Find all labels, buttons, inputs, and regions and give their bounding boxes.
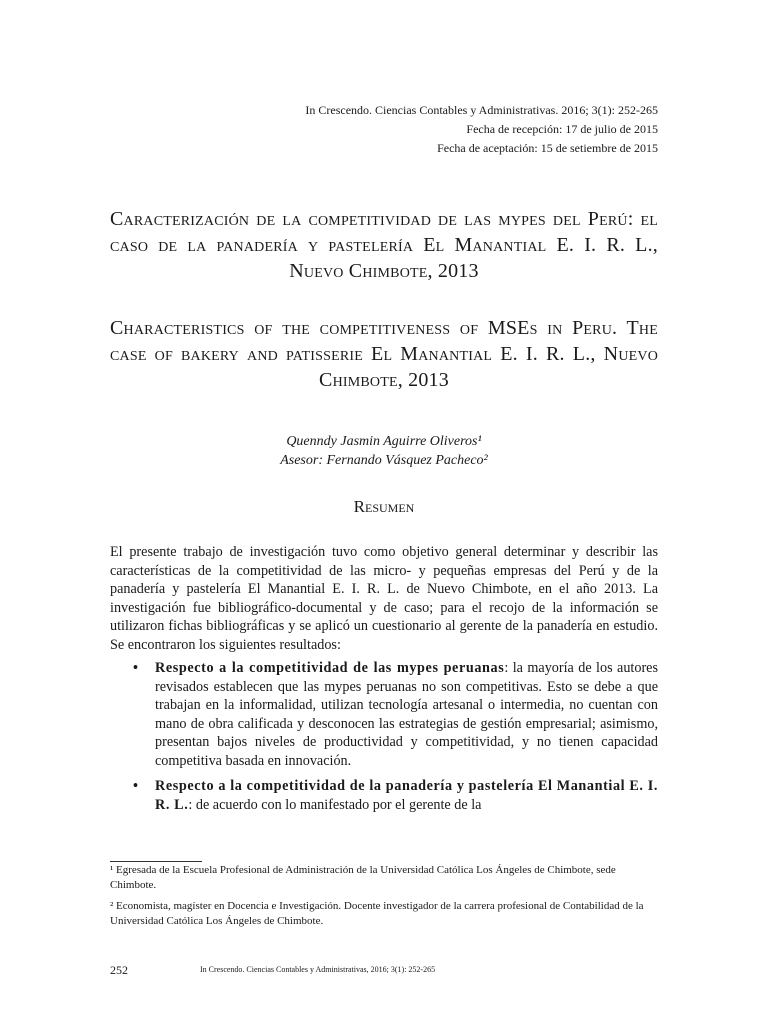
- list-item-text: : la mayoría de los autores revisados establecen que las mypes peruanas no son competitivas. Esto se debe a que trabajan en la informalidad, utilizan tecnología artesanal o intermedia, no cuentan con mano de obra calificada y desconocen las estrategias de gestión empresarial; asimismo, presentan bajos niveles de productividad y competitividad, y no tienen capacidad competitiva basada en innovación.: [155, 660, 658, 769]
- title-spanish: Caracterización de la competitividad de las mypes del Perú: el caso de la panadería y pastelería El Manantial E. I. R. L., Nuevo Chimbote, 2013: [110, 208, 658, 282]
- results-list: [110, 659, 658, 814]
- author-block: [110, 432, 658, 470]
- section-heading-resumen: Resumen: [353, 497, 415, 516]
- footnote-2: ² Economista, magíster en Docencia e Investigación. Docente investigador de la carrera profesional de Contabilidad de la Universidad Católica Los Ángeles de Chimbote.: [110, 900, 644, 927]
- list-item: [133, 777, 658, 814]
- bullet-icon: •: [133, 660, 138, 676]
- list-item: [133, 659, 658, 770]
- footnote-divider: [110, 861, 202, 862]
- abstract-body: [110, 543, 658, 821]
- footer-journal: In Crescendo. Ciencias Contables y Administrativas, 2016; 3(1): 252-265: [200, 965, 436, 974]
- author-name: Quenndy Jasmin Aguirre Oliveros¹: [286, 434, 482, 449]
- abstract-intro: El presente trabajo de investigación tuvo como objetivo general determinar y describir las características de la competitividad de las micro- y pequeñas empresas del Perú y de la panadería y pastelería El Manantial E. I. R. L. de Nuevo Chimbote, en el año 2013. La investigación fue bibliográfico-documental y de caso; para el recojo de la información se utilizaron fichas bibliográficas y se aplicó un cuestionario al gerente de la panadería en estudio. Se encontraron los siguientes resultados:: [110, 544, 658, 653]
- list-item-heading: Respecto a la competitividad de la panadería y pastelería El Manantial E. I. R. L.: [155, 778, 658, 813]
- journal-citation: In Crescendo. Ciencias Contables y Administrativas. 2016; 3(1): 252-265: [305, 103, 658, 117]
- accepted-date: Fecha de aceptación: 15 de setiembre de 2015: [437, 141, 658, 155]
- received-date: Fecha de recepción: 17 de julio de 2015: [466, 122, 658, 136]
- title-english: Characteristics of the competitiveness of MSEs in Peru. The case of bakery and patisserie El Manantial E. I. R. L., Nuevo Chimbote, 2013: [110, 317, 658, 391]
- footnotes: [110, 863, 658, 935]
- bullet-icon: •: [133, 778, 138, 794]
- article-metadata: [158, 101, 658, 158]
- page-number: 252: [110, 963, 128, 977]
- advisor-name: Asesor: Fernando Vásquez Pacheco²: [280, 453, 488, 468]
- list-item-heading: Respecto a la competitividad de las mypes peruanas: [155, 660, 505, 676]
- list-item-text: : de acuerdo con lo manifestado por el gerente de la: [188, 796, 482, 813]
- footnote-1: ¹ Egresada de la Escuela Profesional de Administración de la Universidad Católica Los Ángeles de Chimbote, sede Chimbote.: [110, 864, 616, 891]
